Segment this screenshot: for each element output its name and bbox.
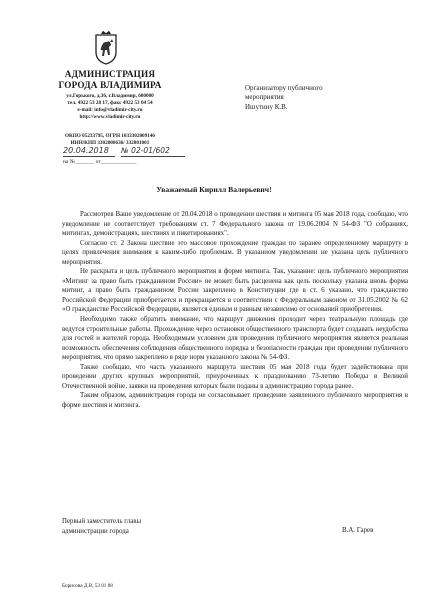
letter-body xyxy=(62,210,408,410)
recipient-line1: Организатору публичного xyxy=(245,84,323,92)
body-paragraph: Необходимо также обратить внимание, что маршрут движения проходит через театральную площадь где ведутся строительные работы. Прохождение через остановки общественного транспорта будет создавать неудобства для гостей и жителей города. Необходимым условием для проведения публичного мероприятия является реальная возможность обеспечения соблюдения общественного порядка и безопасности граждан при проведении публичного мероприятия, что прямо закреплено в ряде норм указанного закона № 54-ФЗ. xyxy=(62,316,408,362)
org-website: http://www.vladimir-city.ru xyxy=(79,113,141,120)
body-paragraph: Таким образом, администрация города не согласовывает проведение заявленного публичного мероприятия в форме шествия и митинга. xyxy=(62,392,408,409)
number-underline xyxy=(121,156,185,157)
signatory-title xyxy=(62,517,141,536)
recipient-line3: Ишутину К.В. xyxy=(245,102,288,111)
body-paragraph: Согласно ст. 2 Закона шествие это массовое прохождение граждан по заранее определенному маршруту в целях привлечения внимания к каким-либо проблемам. В указанном уведомлении не указана цель публичного мероприятия. xyxy=(62,239,408,266)
signatory-title-line1: Первый заместитель главы xyxy=(62,518,142,525)
recipient-line2: мероприятия xyxy=(245,93,284,102)
city-coat-of-arms-icon xyxy=(93,30,119,66)
org-name-line1: АДМИНИСТРАЦИЯ xyxy=(64,69,156,79)
body-paragraph: Рассмотрев Ваше уведомление от 20.04.2018 о проведении шествия и митинга 05 мая 2018 года, сообщаю, что уведомление не соответствует требованиям ст. 7 Федерального закона от 19.06.2004 N 54-ФЗ "О собраниях, митингах, демонстрациях, шествиях и пикетированиях". xyxy=(62,211,408,238)
org-phones: тел. 4922 53 28 17, факс 4922 53 04 54 xyxy=(67,99,153,106)
org-address: ул.Горького, д.36, г.Владимир, 600000 xyxy=(66,93,154,99)
handwritten-number: № 02-01/602 xyxy=(121,146,170,155)
body-paragraph: Также сообщаю, что часть указанного маршрута шествия 05 мая 2018 года будет задействована при проведении других крупных мероприятий, приуроченных к празднованию 73-летию Победы в Великой Отечественной войне, заявки на проведения которых были поданы в администрацию города ранее. xyxy=(62,363,408,390)
org-inn: ИНН/КПП 3302008636/ 332801001 xyxy=(70,139,150,146)
executor-contact: Борисова Д.В, 53 01 88 xyxy=(62,583,113,589)
registration-line xyxy=(63,147,187,158)
handwritten-date: 20.04.2018 xyxy=(63,146,109,155)
org-name-line2: ГОРОДА ВЛАДИМИРА xyxy=(58,80,162,90)
date-underline xyxy=(63,156,115,157)
recipient-block xyxy=(245,84,395,112)
org-email: e-mail: info@vladimir-city.ru xyxy=(77,106,143,113)
body-paragraph: Не раскрыта и цель публичного мероприятия в форме митинга. Так, указание: цель публичного мероприятия «Митинг за право быть гражданином России» не может быть расценена как цель поскольку указана вновь форма митинг, а право быть гражданином России закреплено в Конституции где в ст. 6 указано, что гражданство Российской Федерации приобретается и прекращается в соответствии с Федеральным законом от 31.05.2002 № 62 «О гражданстве Российской Федерации, является единым и равным независимо от оснований приобретения. xyxy=(62,268,408,314)
signatory-name: В.А. Гарев xyxy=(342,527,374,534)
org-contacts xyxy=(40,93,180,121)
org-okpo: ОКПО 05233795, ОГРН 1033302009146 xyxy=(64,133,156,139)
signatory-title-line2: администрации города xyxy=(62,527,129,535)
org-codes xyxy=(40,133,180,147)
salutation: Уважаемый Кирилл Валерьевич! xyxy=(156,185,272,194)
reference-line: на №_______ от_____________ xyxy=(63,159,137,165)
